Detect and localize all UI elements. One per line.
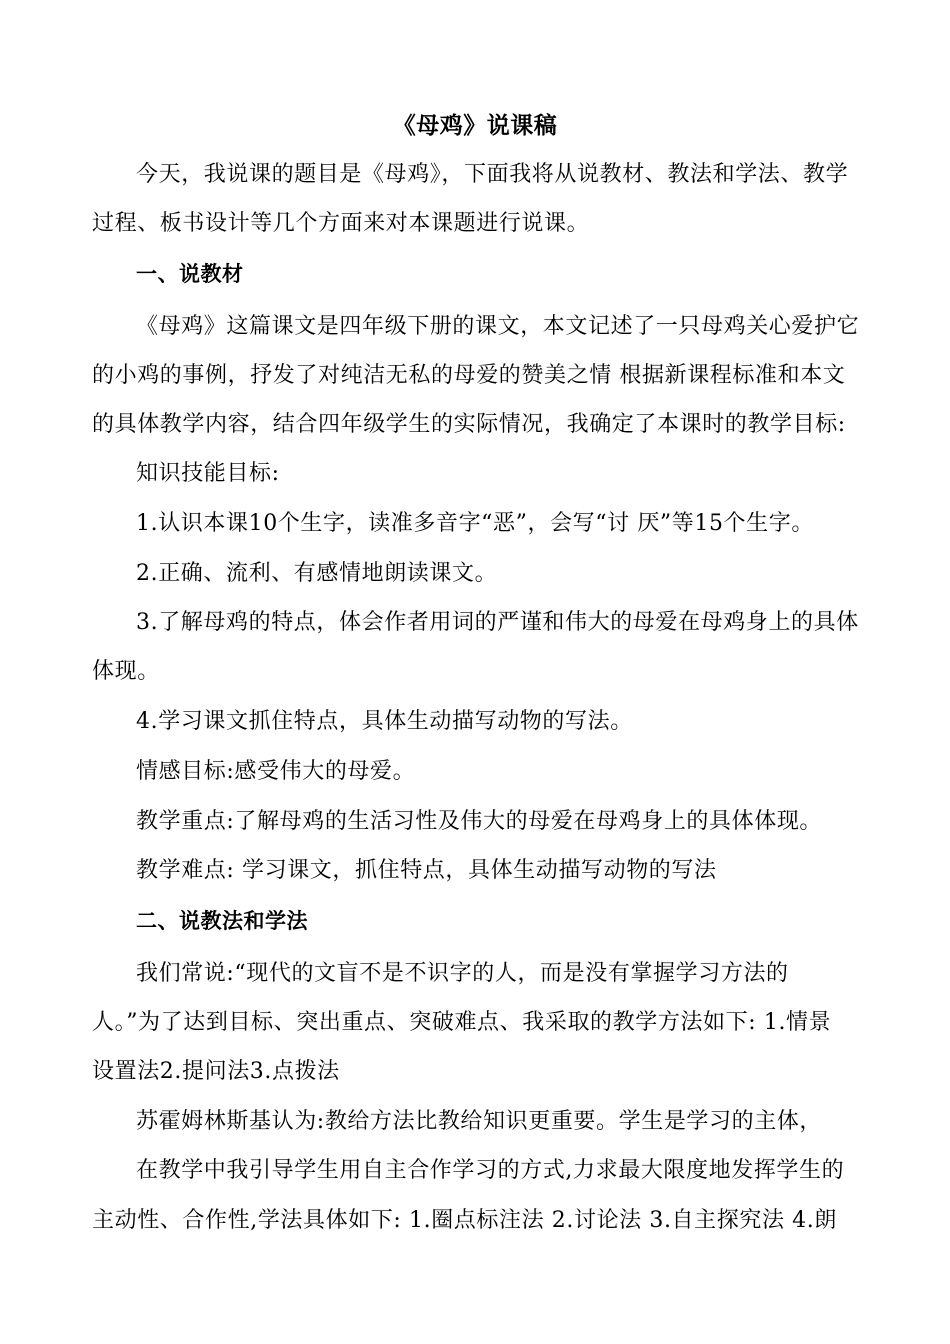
objective-item-2: 2.正确、流利、有感情地朗读课文。	[136, 561, 498, 586]
teaching-focus: 教学重点:了解母鸡的生活习性及伟大的母爱在母鸡身上的具体体现。	[136, 809, 823, 834]
textbook-line-1: 《母鸡》这篇课文是四年级下册的课文，本文记述了一只母鸡关心爱护它	[136, 314, 860, 339]
learning-line-3: 主动性、合作性,学法具体如下: 1.圈点标注法 2.讨论法 3.自主探究法 4.朗	[92, 1208, 837, 1233]
objective-item-3-cont: 体现。	[92, 659, 160, 684]
teaching-difficulty: 教学难点: 学习课文，抓住特点，具体生动描写动物的写法	[136, 858, 717, 883]
objective-item-1: 1.认识本课10个生字，读准多音字“恶”，会写“讨 厌”等15个生字。	[136, 511, 814, 536]
learning-line-2: 在教学中我引导学生用自主合作学习的方式,力求最大限度地发挥学生的	[136, 1158, 845, 1183]
methods-line-3: 设置法2.提问法3.点拨法	[92, 1059, 340, 1084]
document-title: 《母鸡》说课稿	[392, 113, 558, 139]
textbook-line-3: 的具体教学内容，结合四年级学生的实际情况，我确定了本课时的教学目标:	[92, 412, 846, 437]
objective-item-4: 4.学习课文抓住特点，具体生动描写动物的写法。	[136, 709, 633, 734]
objective-item-3: 3.了解母鸡的特点，体会作者用词的严谨和伟大的母爱在母鸡身上的具体	[136, 610, 859, 635]
emotion-goal: 情感目标:感受伟大的母爱。	[136, 759, 416, 784]
section-heading-methods: 二、说教法和学法	[136, 909, 308, 933]
intro-line-2: 过程、板书设计等几个方面来对本课题进行说课。	[92, 211, 590, 236]
objective-label: 知识技能目标:	[136, 461, 280, 486]
methods-line-2: 人。”为了达到目标、突出重点、突破难点、我采取的教学方法如下: 1.情景	[92, 1010, 832, 1035]
section-heading-textbook: 一、说教材	[136, 262, 244, 286]
intro-line-1: 今天，我说课的题目是《母鸡》，下面我将从说教材、教法和学法、教学	[136, 162, 849, 187]
learning-line-1: 苏霍姆林斯基认为:教给方法比教给知识更重要。学生是学习的主体，	[136, 1109, 823, 1134]
methods-line-1: 我们常说:“现代的文盲不是不识字的人，而是没有掌握学习方法的	[136, 961, 789, 986]
textbook-line-2: 的小鸡的事例，抒发了对纯洁无私的母爱的赞美之情 根据新课程标准和本文	[92, 363, 846, 388]
